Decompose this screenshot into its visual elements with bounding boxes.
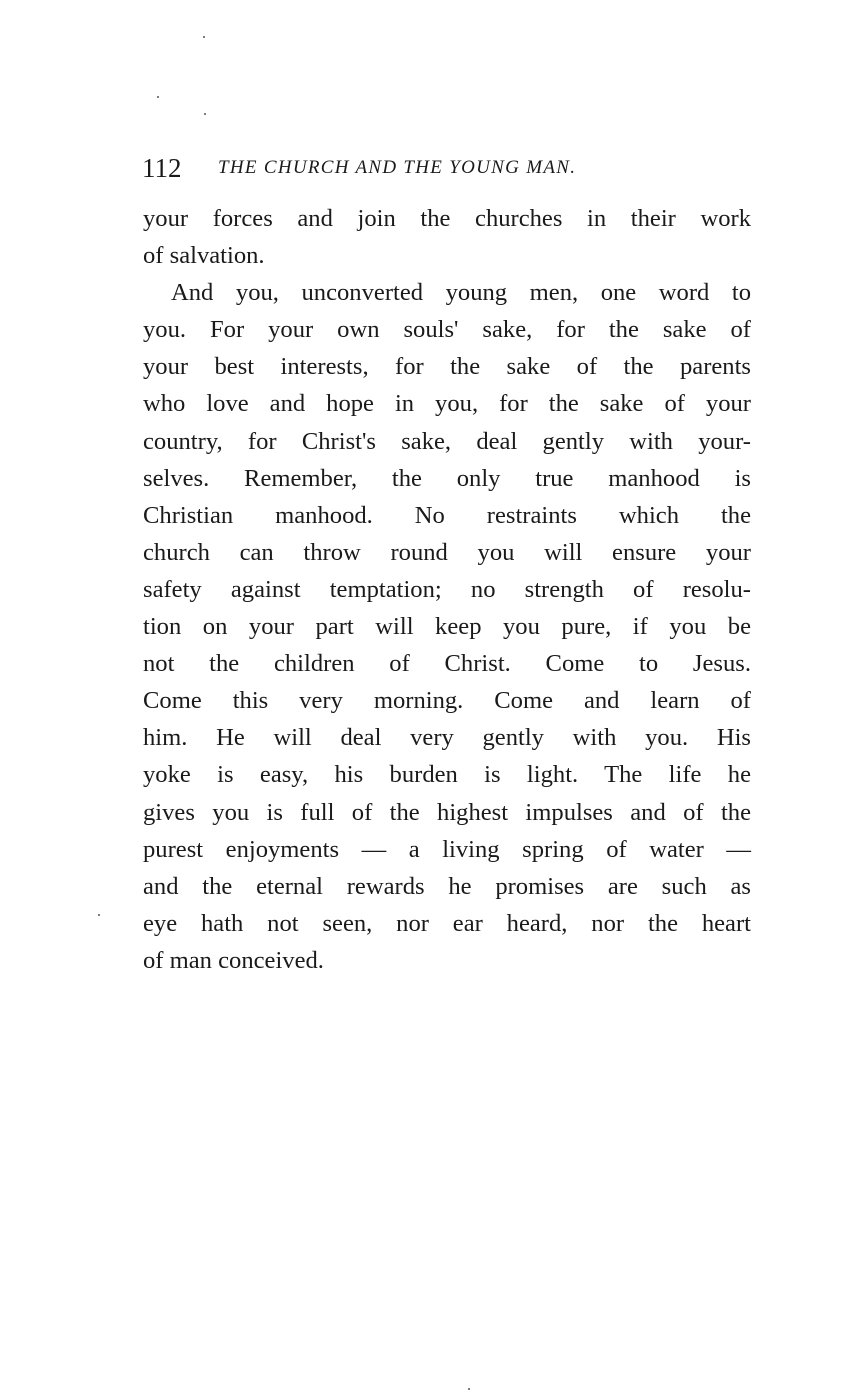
text-line: of man conceived. — [143, 946, 324, 974]
running-header — [142, 148, 752, 188]
text-line: tion on your part will keep you pure, if you be — [143, 613, 751, 641]
text-line: not the children of Christ. Come to Jesus. — [143, 650, 751, 678]
text-line: who love and hope in you, for the sake of your — [143, 390, 751, 418]
text-line: of salvation. — [143, 242, 265, 270]
text-line: purest enjoyments — a living spring of water — — [143, 835, 751, 863]
text-line: Christian manhood. No restraints which the — [143, 501, 751, 529]
text-line: him. He will deal very gently with you. His — [143, 724, 751, 752]
text-line: Come this very morning. Come and learn of — [143, 687, 751, 715]
text-line: your best interests, for the sake of the parents — [143, 353, 751, 381]
text-line: and the eternal rewards he promises are such as — [143, 872, 751, 900]
paragraph-appeal — [143, 274, 751, 979]
paper-speck — [98, 914, 100, 916]
paper-speck — [468, 1388, 470, 1390]
text-line: eye hath not seen, nor ear heard, nor the heart — [143, 909, 751, 937]
text-line: safety against temptation; no strength of resolu- — [143, 575, 751, 603]
paper-speck — [157, 96, 159, 98]
paper-speck — [203, 36, 205, 38]
text-line: you. For your own souls' sake, for the sake of — [143, 316, 751, 344]
paper-speck — [204, 113, 206, 115]
text-line: selves. Remember, the only true manhood is — [143, 464, 751, 492]
page-number: 112 — [142, 153, 182, 183]
text-line: your forces and join the churches in their work — [143, 205, 751, 232]
paragraph-continuation — [143, 200, 751, 274]
text-line: yoke is easy, his burden is light. The life he — [143, 761, 751, 789]
text-line: church can throw round you will ensure your — [143, 538, 751, 566]
text-line: country, for Christ's sake, deal gently with your- — [143, 427, 751, 455]
running-title: THE CHURCH AND THE YOUNG MAN. — [218, 157, 577, 178]
body-text — [143, 200, 751, 979]
text-line: And you, unconverted young men, one word to — [171, 279, 751, 307]
text-line: gives you is full of the highest impulses and of the — [143, 798, 751, 826]
